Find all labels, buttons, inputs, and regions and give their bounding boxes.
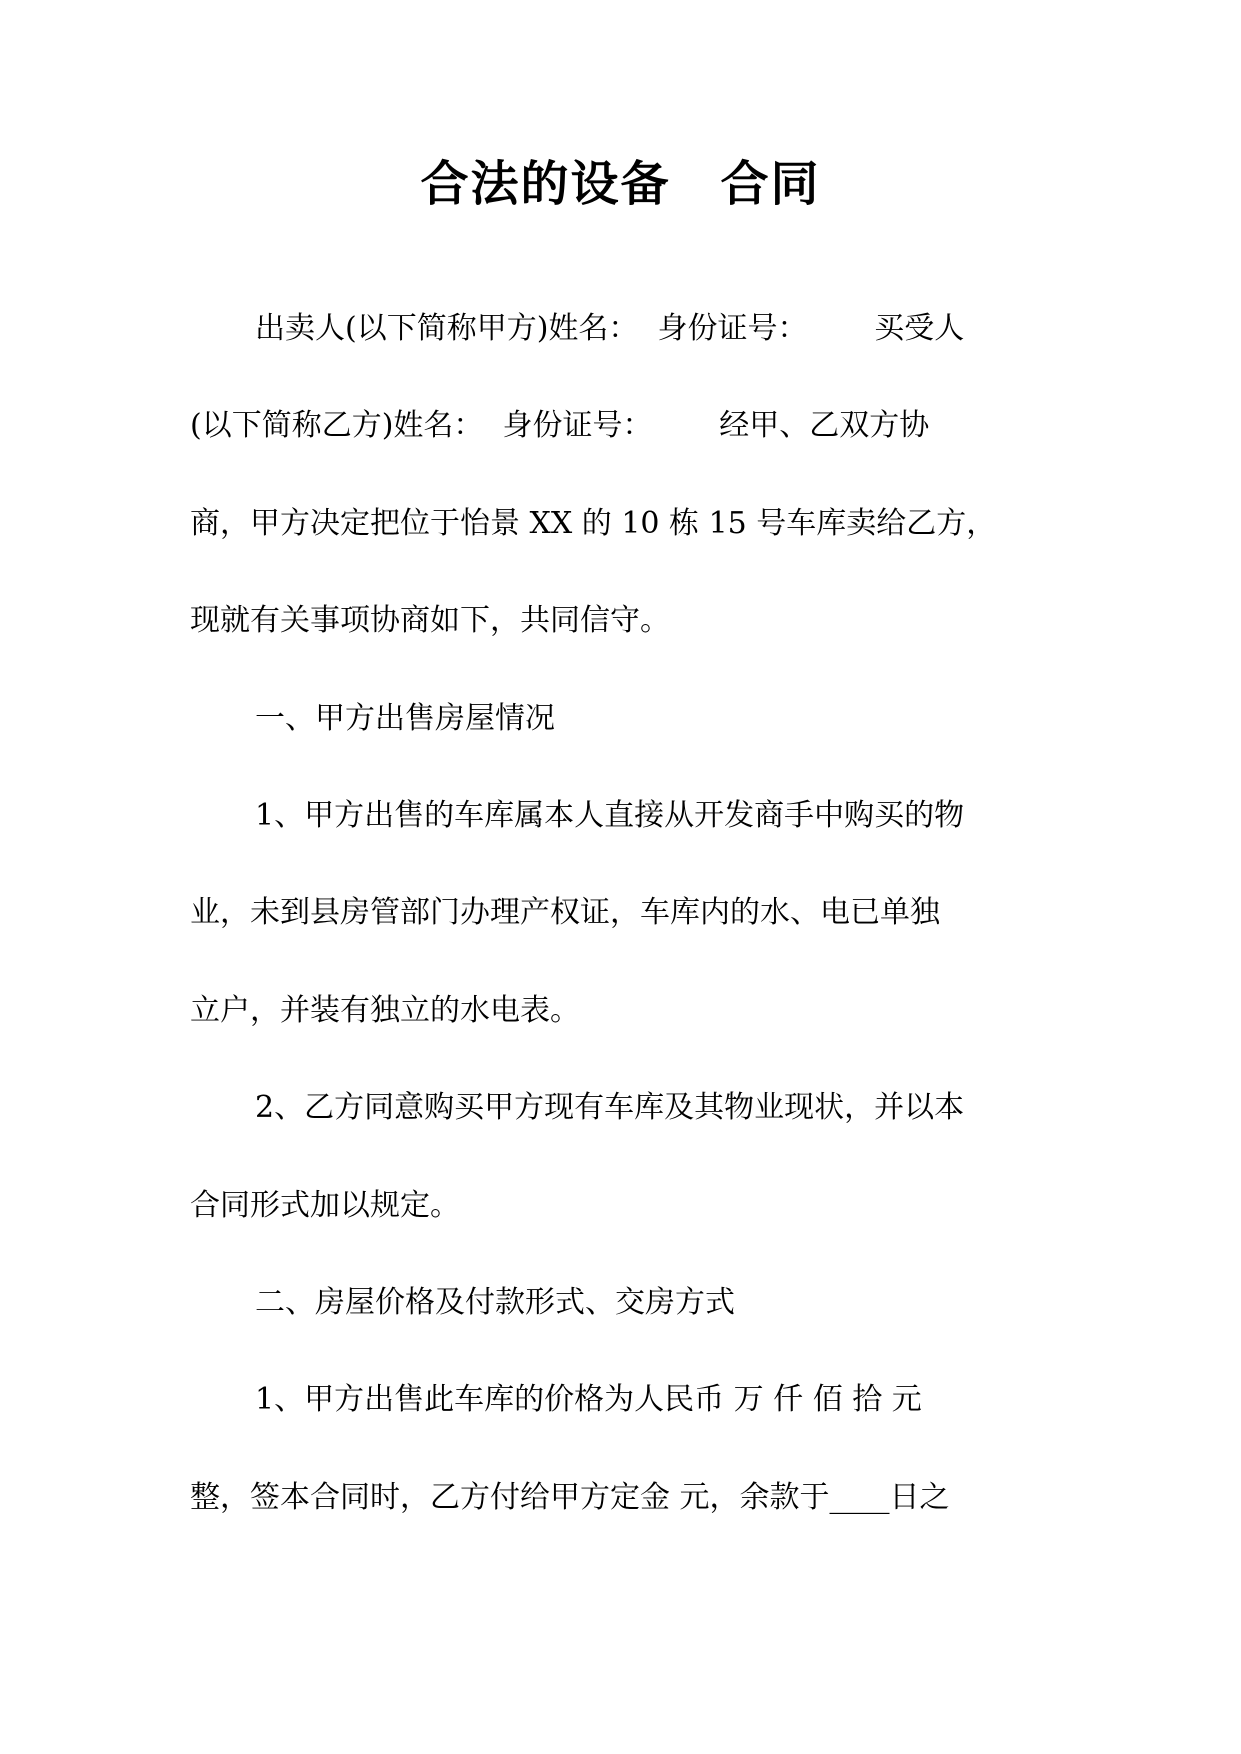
- section-heading: 二、房屋价格及付款形式、交房方式: [255, 1285, 735, 1320]
- paragraph-line: 2、乙方同意购买甲方现有车库及其物业现状，并以本: [255, 1090, 965, 1125]
- paragraph-line: 整，签本合同时，乙方付给甲方定金 元，余款于____日之: [190, 1480, 950, 1515]
- paragraph-line: 立户，并装有独立的水电表。: [190, 993, 580, 1028]
- paragraph-line: (以下简称乙方)姓名： 身份证号： 经甲、乙双方协: [190, 408, 930, 443]
- paragraph-line: 现就有关事项协商如下，共同信守。: [190, 603, 670, 638]
- paragraph-line: 1、甲方出售的车库属本人直接从开发商手中购买的物: [255, 798, 965, 833]
- paragraph-line: 出卖人(以下简称甲方)姓名： 身份证号： 买受人: [255, 311, 965, 346]
- document-title: 合法的设备 合同: [420, 156, 821, 212]
- paragraph-line: 业，未到县房管部门办理产权证，车库内的水、电已单独: [190, 895, 940, 930]
- paragraph-line: 合同形式加以规定。: [190, 1188, 460, 1223]
- paragraph-line: 1、甲方出售此车库的价格为人民币 万 仟 佰 拾 元: [255, 1382, 922, 1417]
- section-heading: 一、甲方出售房屋情况: [255, 701, 555, 736]
- paragraph-line: 商，甲方决定把位于怡景 XX 的 10 栋 15 号车库卖给乙方，: [190, 506, 997, 541]
